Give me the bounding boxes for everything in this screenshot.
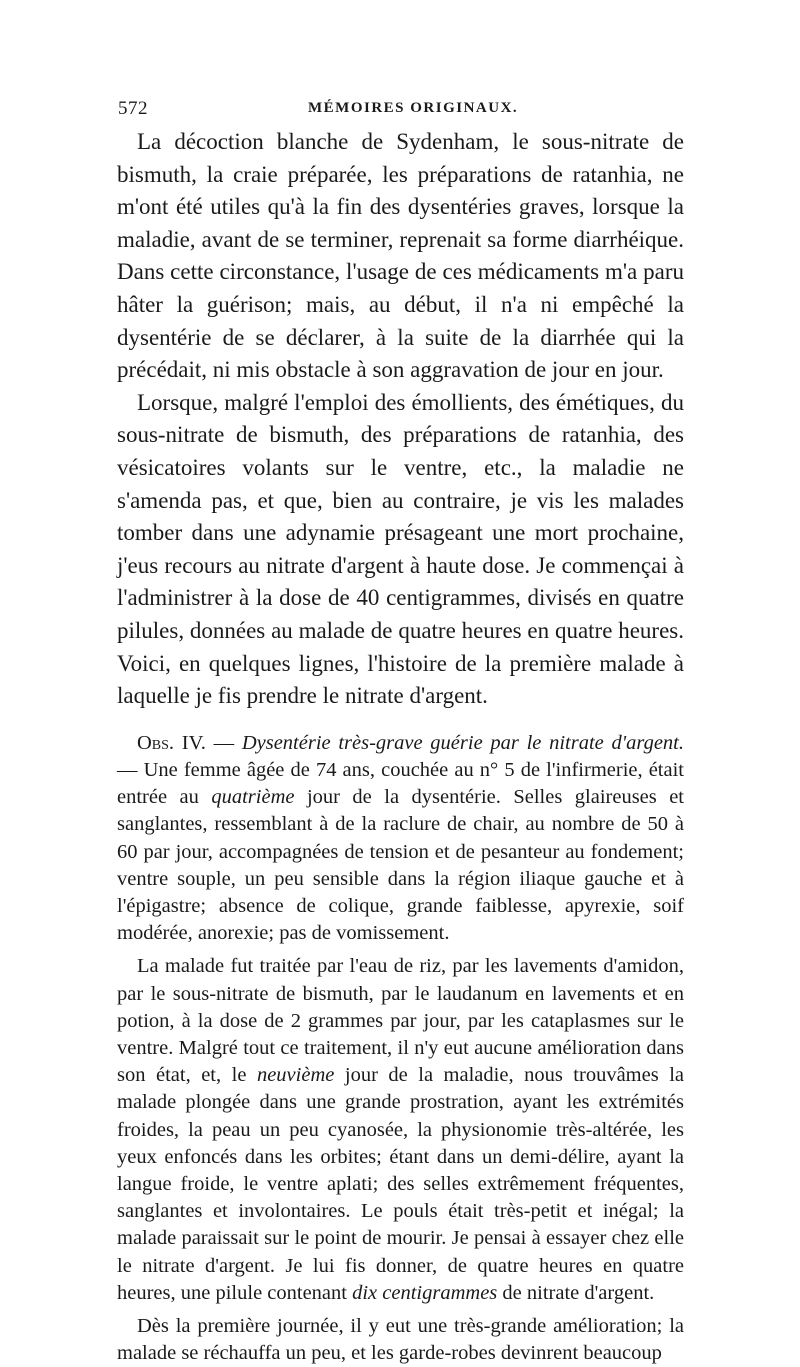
- text-run: — Une femme âgée de 74 ans, couchée au n° 5 de l'infirmerie, était entrée au: [117, 758, 684, 809]
- italic-run: quatrième: [211, 786, 295, 809]
- page-number: 572: [118, 98, 148, 119]
- main-text: [117, 126, 684, 713]
- paragraph: La décoction blanche de Sydenham, le sous-nitrate de bismuth, la craie préparée, les préparations de ratanhia, ne m'ont été utiles qu'à la fin des dysentéries graves, lorsque la maladie, avant de se terminer, reprenait sa forme diarrhéique. Dans cette circonstance, l'usage de ces médicaments m'a paru hâter la guérison; mais, au début, il n'a ni empêché la dysentérie de se déclarer, à la suite de la diarrhée qui la précédait, ni mis obstacle à son aggravation de jour en jour.: [117, 129, 684, 383]
- observation-label: Obs. IV.: [137, 731, 206, 754]
- running-title: MÉMOIRES ORIGINAUX.: [308, 100, 519, 116]
- dash: —: [205, 731, 242, 754]
- observation-paragraph: [117, 730, 684, 948]
- italic-run: dix centigrammes: [352, 1281, 498, 1304]
- observation-title: Dysentérie très-grave guérie par le nitrate d'argent.: [241, 731, 684, 754]
- text-run: jour de la maladie, nous trouvâmes la malade plongée dans une grande prostration, ayant les extrémités froides, la peau un peu cyanosée, la physionomie très-altérée, les yeux enfoncés dans les orbites; étant dans un demi-délire, ayant la langue froide, le ventre aplati; des selles extrêmement fréquentes, sanglantes et involontaires. Le pouls était très-petit et inégal; la malade paraissait sur le point de mourir. Je pensai à essayer chez elle le nitrate d'argent. Je lui fis donner, de quatre heures en quatre heures, une pilule contenant: [117, 1064, 685, 1304]
- paragraph: Dès la première journée, il y eut une très-grande amélioration; la malade se réchauffa un peu, et les garde-robes devinrent beaucoup: [117, 1314, 684, 1365]
- paragraph: [117, 953, 684, 1307]
- text-run: jour de la dysentérie. Selles glaireuses et sanglantes, ressemblant à de la raclure de chair, au nombre de 50 à 60 par jour, accompagnées de tension et de pesanteur au fondement; ventre souple, un peu sensible dans la région iliaque gauche et à l'épigastre; absence de colique, grande faiblesse, apyrexie, soif modérée, anorexie; pas de vomissement.: [117, 786, 685, 945]
- text-run: La malade fut traitée par l'eau de riz, par les lavements d'amidon, par le sous-nitrate de bismuth, par le laudanum en lavements et en potion, à la dose de 2 grammes par jour, par les cataplasmes sur le ventre. Malgré tout ce traitement, il n'y eut aucune amélioration dans son état, et, le: [117, 955, 684, 1087]
- page-body: [117, 126, 684, 1367]
- italic-run: neuvième: [256, 1064, 335, 1087]
- observation-text: [117, 730, 684, 1367]
- text-run: de nitrate d'argent.: [497, 1281, 655, 1304]
- paragraph: Lorsque, malgré l'emploi des émollients, des émétiques, du sous-nitrate de bismuth, des préparations de ratanhia, des vésicatoires volants sur le ventre, etc., la maladie ne s'amenda pas, et que, bien au contraire, je vis les malades tomber dans une adynamie présageant une mort prochaine, j'eus recours au nitrate d'argent à haute dose. Je commençai à l'administrer à la dose de 40 centigrammes, divisés en quatre pilules, données au malade de quatre heures en quatre heures. Voici, en quelques lignes, l'histoire de la première malade à laquelle je fis prendre le nitrate d'argent.: [117, 389, 684, 709]
